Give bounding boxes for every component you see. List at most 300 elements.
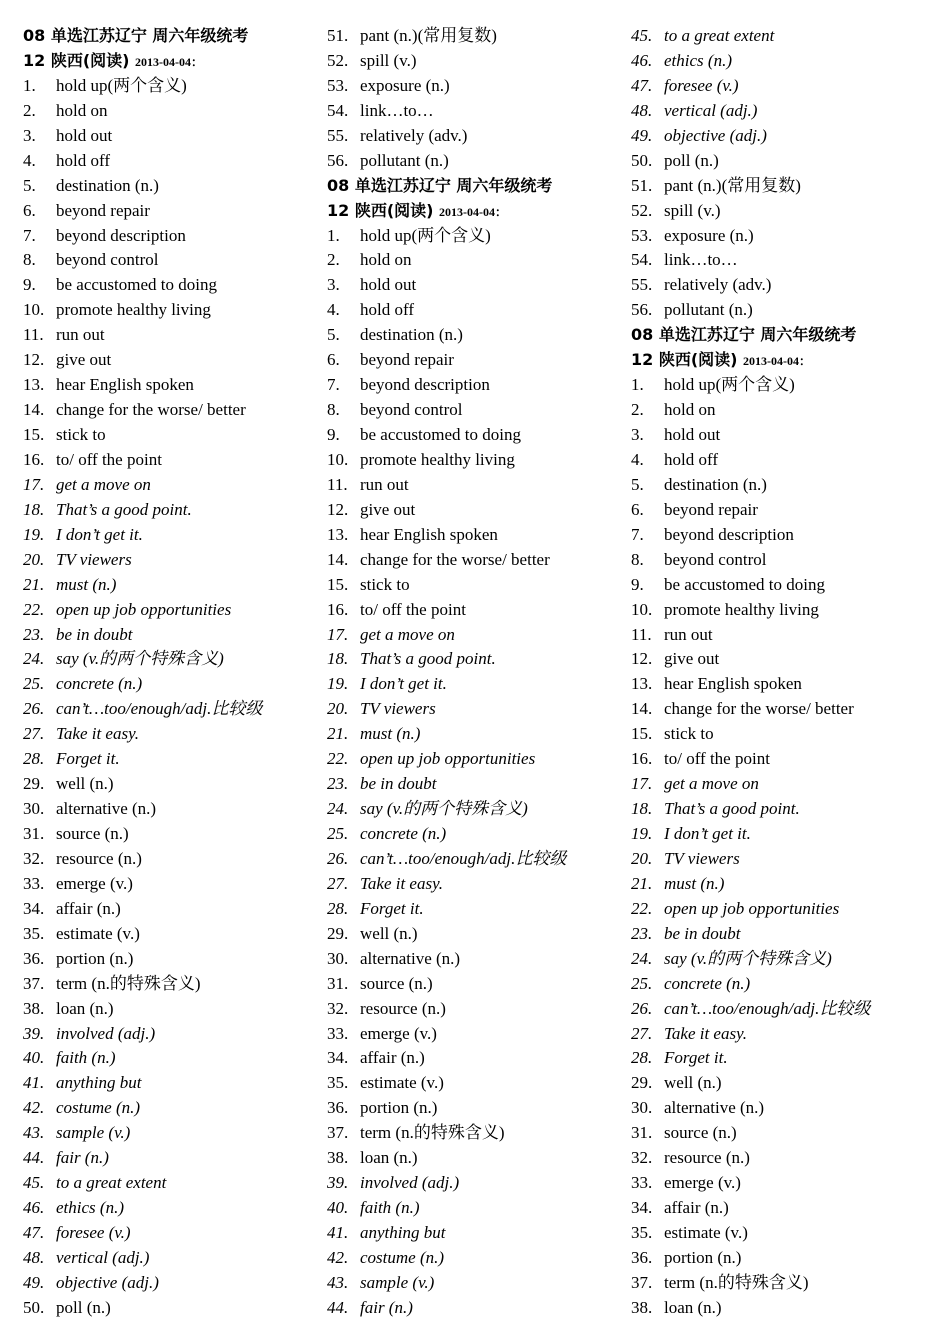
vocab-item: [327, 797, 627, 822]
item-text: be in doubt: [56, 624, 133, 644]
item-number: 37.: [23, 973, 45, 993]
vocab-item: [327, 423, 627, 448]
column-3: [631, 24, 931, 1321]
item-text: Take it easy.: [360, 873, 443, 893]
item-number: 33.: [631, 1173, 653, 1193]
item-text: portion (n.): [360, 1098, 438, 1118]
item-text: foresee (v.): [56, 1223, 131, 1242]
item-text: change for the worse/ better: [56, 400, 246, 420]
item-number: 52.: [631, 200, 653, 220]
item-number: 36.: [23, 948, 45, 968]
item-text: hold out: [360, 275, 417, 295]
item-text: be accustomed to doing: [664, 574, 825, 594]
item-text: TV viewers: [664, 848, 740, 868]
item-text: link…to…: [664, 250, 738, 270]
subheading-title: 12 陕西(阅读): [23, 50, 130, 70]
item-text: faith (n.): [360, 1198, 420, 1218]
item-text: say (v.的两个特殊含义): [56, 649, 224, 669]
item-number: 25.: [327, 824, 349, 843]
vocab-item: [631, 248, 931, 273]
item-text: That’s a good point.: [56, 499, 192, 519]
vocab-item: [23, 149, 323, 174]
item-text: loan (n.): [664, 1297, 722, 1317]
item-number: 9.: [327, 425, 340, 444]
vocab-item: [327, 922, 627, 947]
item-number: 13.: [631, 674, 653, 694]
vocab-item: [327, 49, 627, 74]
item-number: 20.: [23, 549, 45, 569]
vocab-item: [631, 598, 931, 623]
item-text: term (n.的特殊含义): [664, 1272, 809, 1292]
vocab-item: [23, 199, 323, 224]
item-text: estimate (v.): [664, 1223, 748, 1242]
vocab-item: [23, 647, 323, 672]
item-number: 24.: [631, 948, 653, 968]
vocab-item: [327, 1121, 627, 1146]
item-text: must (n.): [360, 724, 421, 744]
item-number: 4.: [631, 449, 644, 469]
vocab-item: [327, 872, 627, 897]
section-heading: 08 单选江苏辽宁 周六年级统考: [23, 26, 249, 45]
item-number: 32.: [23, 848, 45, 868]
vocab-item: [23, 248, 323, 273]
item-text: faith (n.): [56, 1048, 116, 1068]
item-number: 19.: [23, 524, 45, 544]
item-number: 3.: [631, 425, 644, 444]
item-number: 2.: [327, 250, 340, 270]
item-number: 1.: [327, 225, 340, 245]
vocab-item: [631, 722, 931, 747]
vocab-item: [23, 972, 323, 997]
item-number: 26.: [327, 848, 349, 868]
item-text: resource (n.): [664, 1148, 750, 1168]
vocab-item: [23, 1196, 323, 1221]
item-number: 18.: [631, 799, 653, 819]
vocab-item: [327, 772, 627, 797]
item-text: say (v.的两个特殊含义): [664, 948, 832, 968]
item-number: 7.: [23, 225, 36, 245]
item-text: affair (n.): [360, 1048, 425, 1068]
item-number: 30.: [327, 948, 349, 968]
item-text: be in doubt: [360, 774, 437, 794]
item-text: open up job opportunities: [360, 749, 536, 769]
item-number: 30.: [23, 799, 45, 819]
item-number: 16.: [631, 749, 653, 769]
vocab-item: [327, 548, 627, 573]
vocab-item: [23, 822, 323, 847]
item-number: 46.: [23, 1198, 45, 1218]
item-number: 18.: [327, 649, 349, 669]
vocab-item: [631, 1171, 931, 1196]
vocab-item: [631, 523, 931, 548]
vocab-item: [327, 847, 627, 872]
item-number: 27.: [327, 873, 349, 893]
vocab-item: [327, 647, 627, 672]
item-text: objective (adj.): [664, 125, 767, 145]
item-text: be accustomed to doing: [56, 275, 217, 295]
item-text: source (n.): [664, 1123, 737, 1143]
item-number: 42.: [23, 1098, 45, 1118]
item-text: vertical (adj.): [664, 100, 758, 120]
item-text: TV viewers: [360, 699, 436, 719]
vocab-item: [631, 1146, 931, 1171]
vocab-item: [631, 872, 931, 897]
item-text: well (n.): [664, 1073, 722, 1093]
item-text: anything but: [56, 1073, 142, 1093]
item-text: foresee (v.): [664, 75, 739, 95]
vocab-item: [327, 1146, 627, 1171]
item-text: sample (v.): [360, 1272, 435, 1292]
item-text: give out: [56, 350, 112, 370]
item-number: 41.: [327, 1223, 349, 1242]
vocab-item: [327, 623, 627, 648]
vocab-item: [327, 672, 627, 697]
item-text: term (n.的特殊含义): [56, 973, 201, 993]
vocab-item: [631, 224, 931, 249]
item-number: 53.: [631, 225, 653, 245]
item-number: 51.: [631, 175, 653, 195]
vocab-item: [23, 1271, 323, 1296]
vocab-item: [23, 1022, 323, 1047]
vocab-item: [631, 448, 931, 473]
item-number: 44.: [23, 1148, 45, 1168]
vocab-item: [631, 298, 931, 323]
subheading-colon: ：: [191, 54, 204, 69]
vocab-item: [23, 323, 323, 348]
item-text: emerge (v.): [360, 1023, 437, 1043]
item-text: I don’t get it.: [56, 524, 143, 544]
vocab-item: [631, 947, 931, 972]
vocab-item: [23, 473, 323, 498]
item-number: 55.: [631, 275, 653, 295]
section-subheading: [327, 199, 627, 224]
item-number: 7.: [631, 524, 644, 544]
item-number: 12.: [631, 649, 653, 669]
vocab-item: [631, 1071, 931, 1096]
vocab-item: [631, 548, 931, 573]
vocab-item: [23, 573, 323, 598]
item-text: Forget it.: [56, 749, 120, 769]
item-text: involved (adj.): [360, 1173, 460, 1193]
vocab-item: [23, 523, 323, 548]
item-number: 54.: [327, 100, 349, 120]
vocab-item: [327, 74, 627, 99]
item-number: 20.: [631, 848, 653, 868]
vocab-item: [23, 598, 323, 623]
item-number: 11.: [23, 325, 44, 345]
item-number: 10.: [327, 449, 349, 469]
item-text: costume (n.): [360, 1247, 445, 1267]
item-text: stick to: [664, 724, 714, 744]
item-number: 9.: [23, 275, 36, 295]
item-text: concrete (n.): [56, 674, 143, 694]
item-number: 2.: [631, 400, 644, 420]
vocab-item: [631, 897, 931, 922]
item-text: hold off: [56, 150, 110, 170]
item-number: 21.: [23, 574, 45, 594]
item-text: can’t…too/enough/adj.比较级: [664, 998, 871, 1018]
item-text: Forget it.: [664, 1048, 728, 1068]
item-text: exposure (n.): [664, 225, 754, 245]
vocab-item: [631, 1046, 931, 1071]
item-number: 45.: [23, 1173, 45, 1193]
item-number: 33.: [327, 1023, 349, 1043]
vocab-item: [23, 1221, 323, 1246]
vocab-item: [23, 872, 323, 897]
item-number: 23.: [327, 774, 349, 794]
item-text: say (v.的两个特殊含义): [360, 799, 528, 819]
item-number: 2.: [23, 100, 36, 120]
vocab-item: [631, 1022, 931, 1047]
item-text: loan (n.): [56, 998, 114, 1018]
item-number: 10.: [23, 300, 45, 320]
item-text: pant (n.)(常用复数): [360, 26, 497, 45]
vocab-item: [23, 1121, 323, 1146]
subheading-colon: ：: [799, 354, 812, 369]
vocab-item: [23, 99, 323, 124]
item-number: 37.: [631, 1272, 653, 1292]
item-text: beyond repair: [360, 350, 454, 370]
item-text: Take it easy.: [56, 724, 139, 744]
item-number: 27.: [631, 1023, 653, 1043]
vocab-item: [631, 922, 931, 947]
vocab-item: [327, 273, 627, 298]
vocab-item: [327, 248, 627, 273]
item-text: hold on: [56, 100, 108, 120]
vocab-item: [631, 647, 931, 672]
item-text: hold up(两个含义): [360, 225, 491, 245]
item-text: sample (v.): [56, 1123, 131, 1143]
vocab-item: [23, 1046, 323, 1071]
item-number: 53.: [327, 75, 349, 95]
item-text: get a move on: [360, 624, 455, 644]
vocab-item: [23, 997, 323, 1022]
item-number: 11.: [631, 624, 652, 644]
item-number: 15.: [327, 574, 349, 594]
vocab-item: [23, 74, 323, 99]
item-number: 37.: [327, 1123, 349, 1143]
item-number: 49.: [23, 1272, 45, 1292]
item-text: spill (v.): [360, 50, 417, 70]
item-number: 47.: [631, 75, 653, 95]
vocab-item: [23, 1096, 323, 1121]
vocab-item: [631, 423, 931, 448]
item-number: 25.: [23, 674, 45, 694]
item-text: fair (n.): [56, 1148, 109, 1168]
column-2: [327, 24, 627, 1321]
item-number: 19.: [631, 824, 653, 843]
item-number: 11.: [327, 474, 348, 494]
vocab-item: [327, 523, 627, 548]
item-number: 24.: [327, 799, 349, 819]
item-number: 33.: [23, 873, 45, 893]
vocab-item: [631, 498, 931, 523]
vocab-item: [327, 24, 627, 49]
item-text: to/ off the point: [56, 449, 162, 469]
vocab-item: [631, 99, 931, 124]
item-number: 3.: [23, 125, 36, 145]
item-text: hold on: [664, 400, 716, 420]
item-text: well (n.): [360, 923, 418, 943]
item-text: poll (n.): [664, 150, 719, 170]
item-text: estimate (v.): [360, 1073, 444, 1093]
item-text: beyond control: [56, 250, 159, 270]
item-number: 28.: [327, 898, 349, 918]
vocab-item: [631, 74, 931, 99]
item-text: estimate (v.): [56, 923, 140, 943]
item-text: hold off: [360, 300, 414, 320]
item-number: 9.: [631, 574, 644, 594]
item-number: 16.: [327, 599, 349, 619]
item-number: 54.: [631, 250, 653, 270]
item-number: 3.: [327, 275, 340, 295]
vocab-item: [327, 897, 627, 922]
item-number: 48.: [23, 1247, 45, 1267]
item-number: 22.: [631, 898, 653, 918]
vocab-item: [23, 797, 323, 822]
item-text: alternative (n.): [664, 1098, 765, 1118]
item-number: 18.: [23, 499, 45, 519]
item-text: promote healthy living: [360, 449, 515, 469]
item-number: 8.: [23, 250, 36, 270]
item-number: 49.: [631, 125, 653, 145]
item-text: exposure (n.): [360, 75, 450, 95]
item-text: beyond description: [56, 225, 186, 245]
item-number: 48.: [631, 100, 653, 120]
item-text: beyond description: [360, 375, 490, 395]
item-text: pollutant (n.): [664, 300, 753, 320]
item-text: run out: [56, 325, 105, 345]
item-number: 55.: [327, 125, 349, 145]
vocab-item: [23, 298, 323, 323]
item-text: relatively (adv.): [664, 275, 772, 295]
item-number: 5.: [23, 175, 36, 195]
item-text: portion (n.): [664, 1247, 742, 1267]
item-text: Forget it.: [360, 898, 424, 918]
item-text: concrete (n.): [360, 824, 447, 843]
item-number: 51.: [327, 26, 349, 45]
item-number: 26.: [631, 998, 653, 1018]
item-text: portion (n.): [56, 948, 134, 968]
item-number: 35.: [327, 1073, 349, 1093]
item-number: 19.: [327, 674, 349, 694]
vocab-item: [327, 1246, 627, 1271]
item-number: 34.: [327, 1048, 349, 1068]
item-text: to/ off the point: [664, 749, 770, 769]
item-text: hold on: [360, 250, 412, 270]
vocab-item: [631, 997, 931, 1022]
vocab-item: [327, 1271, 627, 1296]
vocab-item: [23, 1171, 323, 1196]
vocab-item: [631, 1271, 931, 1296]
vocab-item: [631, 697, 931, 722]
vocab-item: [23, 373, 323, 398]
item-text: change for the worse/ better: [664, 699, 854, 719]
subheading-date: 2013-04-04: [743, 354, 800, 369]
vocab-item: [327, 573, 627, 598]
vocab-item: [631, 1096, 931, 1121]
item-number: 36.: [631, 1247, 653, 1267]
item-text: hear English spoken: [664, 674, 802, 694]
item-text: can’t…too/enough/adj.比较级: [360, 848, 567, 868]
vocab-item: [23, 548, 323, 573]
item-number: 21.: [631, 873, 653, 893]
item-number: 43.: [23, 1123, 45, 1143]
item-number: 31.: [631, 1123, 653, 1143]
item-number: 56.: [631, 300, 653, 320]
item-text: beyond control: [664, 549, 767, 569]
item-text: source (n.): [56, 824, 129, 843]
vocab-item: [327, 323, 627, 348]
vocabulary-sheet: [0, 24, 950, 1334]
vocab-item: [327, 124, 627, 149]
item-number: 31.: [23, 824, 45, 843]
item-number: 23.: [631, 923, 653, 943]
item-number: 50.: [23, 1297, 45, 1317]
item-number: 39.: [327, 1173, 349, 1193]
item-number: 17.: [23, 474, 45, 494]
item-text: beyond description: [664, 524, 794, 544]
item-text: emerge (v.): [664, 1173, 741, 1193]
item-text: anything but: [360, 1223, 446, 1242]
vocab-item: [23, 1246, 323, 1271]
vocab-item: [23, 947, 323, 972]
vocab-item: [23, 897, 323, 922]
item-text: must (n.): [56, 574, 117, 594]
vocab-item: [327, 373, 627, 398]
vocab-item: [631, 273, 931, 298]
item-text: promote healthy living: [56, 300, 211, 320]
item-number: 8.: [631, 549, 644, 569]
item-number: 56.: [327, 150, 349, 170]
item-text: source (n.): [360, 973, 433, 993]
item-text: I don’t get it.: [664, 824, 751, 843]
item-text: get a move on: [56, 474, 151, 494]
item-text: ethics (n.): [664, 50, 732, 70]
item-number: 14.: [631, 699, 653, 719]
item-number: 22.: [23, 599, 45, 619]
vocab-item: [631, 623, 931, 648]
vocab-item: [23, 772, 323, 797]
vocab-item: [631, 573, 931, 598]
item-text: destination (n.): [360, 325, 463, 345]
item-text: That’s a good point.: [360, 649, 496, 669]
vocab-item: [631, 972, 931, 997]
item-number: 40.: [327, 1198, 349, 1218]
item-text: beyond repair: [56, 200, 150, 220]
item-number: 29.: [23, 774, 45, 794]
item-number: 45.: [631, 26, 653, 45]
item-text: vertical (adj.): [56, 1247, 150, 1267]
item-text: hear English spoken: [56, 375, 194, 395]
vocab-item: [631, 49, 931, 74]
vocab-item: [327, 1071, 627, 1096]
vocab-item: [327, 149, 627, 174]
vocab-item: [23, 124, 323, 149]
item-text: costume (n.): [56, 1098, 141, 1118]
vocab-item: [23, 722, 323, 747]
section-heading: 08 单选江苏辽宁 周六年级统考: [631, 325, 857, 345]
item-number: 32.: [631, 1148, 653, 1168]
subheading-title: 12 陕西(阅读): [327, 200, 434, 220]
vocab-item: [631, 672, 931, 697]
item-number: 27.: [23, 724, 45, 744]
item-number: 46.: [631, 50, 653, 70]
vocab-item: [631, 772, 931, 797]
vocab-item: [327, 498, 627, 523]
item-text: destination (n.): [56, 175, 159, 195]
item-number: 29.: [631, 1073, 653, 1093]
